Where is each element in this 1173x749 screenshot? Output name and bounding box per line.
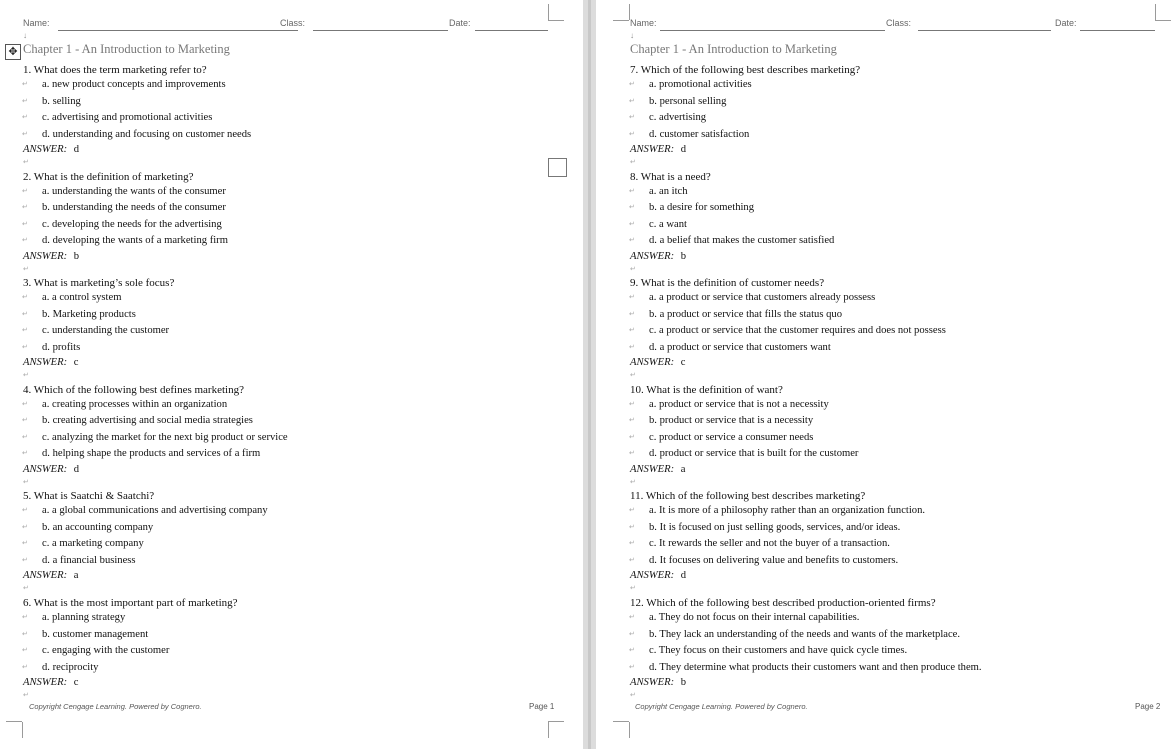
crop-mark bbox=[6, 721, 22, 722]
option-text: d. helping shape the products and services of a firm bbox=[42, 448, 261, 460]
answer-option bbox=[629, 505, 926, 517]
crop-mark bbox=[629, 722, 630, 738]
option-text: b. customer management bbox=[42, 628, 149, 640]
tab-mark-icon: ↵ bbox=[22, 399, 28, 408]
option-text: c. a marketing company bbox=[42, 538, 144, 550]
question-text: 6. What is the most important part of marketing? bbox=[23, 597, 238, 609]
option-text: c. It rewards the seller and not the buyer of a transaction. bbox=[649, 538, 890, 550]
tab-mark-icon: ↵ bbox=[629, 522, 635, 531]
answer-label: ANSWER: bbox=[630, 463, 675, 475]
option-text: b. a product or service that fills the status quo bbox=[649, 308, 842, 320]
tab-mark-icon: ↵ bbox=[22, 186, 28, 195]
answer-option bbox=[629, 415, 814, 427]
option-text: a. They do not focus on their internal capabilities. bbox=[649, 612, 860, 623]
answer-option bbox=[629, 202, 755, 214]
option-text: a. It is more of a philosophy rather than an organization function. bbox=[649, 505, 926, 517]
answer-option bbox=[629, 398, 829, 410]
answer-option bbox=[629, 645, 908, 656]
option-text: b. creating advertising and social media strategies bbox=[42, 415, 253, 427]
tab-mark-icon: ↵ bbox=[629, 629, 635, 638]
answer-option bbox=[22, 292, 122, 304]
answer-option bbox=[22, 235, 228, 247]
answer-line bbox=[23, 677, 79, 688]
answer-option bbox=[629, 341, 831, 353]
tab-mark-icon: ↵ bbox=[629, 399, 635, 408]
tab-mark-icon: ↵ bbox=[629, 186, 635, 195]
tab-mark-icon: ↵ bbox=[22, 646, 28, 654]
answer-value: b bbox=[680, 677, 687, 688]
tab-mark-icon: ↵ bbox=[629, 129, 635, 138]
option-text: d. reciprocity bbox=[42, 661, 99, 673]
option-text: b. It is focused on just selling goods, services, and/or ideas. bbox=[649, 521, 901, 533]
tab-mark-icon: ↵ bbox=[629, 613, 635, 621]
answer-option bbox=[22, 628, 149, 640]
answer-value: b bbox=[73, 250, 80, 262]
tab-mark-icon: ↵ bbox=[629, 113, 635, 121]
class-label: Class: bbox=[280, 18, 306, 28]
answer-option bbox=[22, 95, 81, 107]
question-text: 7. Which of the following best describes marketing? bbox=[630, 64, 861, 76]
answer-option bbox=[629, 448, 859, 460]
tab-mark-icon: ↵ bbox=[22, 662, 28, 671]
answer-label: ANSWER: bbox=[23, 357, 68, 369]
answer-value: a bbox=[680, 463, 686, 475]
answer-option bbox=[629, 308, 842, 320]
option-text: b. an accounting company bbox=[42, 521, 154, 533]
option-text: d. It focuses on delivering value and benefits to customers. bbox=[649, 554, 899, 566]
answer-value: a bbox=[73, 570, 79, 582]
tab-mark-icon: ↵ bbox=[629, 416, 635, 425]
tab-mark-icon: ↵ bbox=[22, 629, 28, 638]
answer-option bbox=[629, 292, 876, 304]
page-gutter bbox=[583, 0, 596, 749]
answer-option bbox=[22, 415, 253, 427]
option-text: b. personal selling bbox=[649, 95, 727, 107]
answer-option bbox=[22, 538, 144, 550]
option-text: a. promotional activities bbox=[649, 79, 752, 90]
option-text: a. product or service that is not a necessity bbox=[649, 398, 829, 410]
option-text: b. understanding the needs of the consumer bbox=[42, 202, 226, 214]
date-label: Date: bbox=[449, 18, 471, 28]
tab-mark-icon: ↵ bbox=[629, 219, 635, 228]
answer-option bbox=[22, 521, 154, 533]
question-text: 4. Which of the following best defines marketing? bbox=[23, 383, 244, 396]
answer-option bbox=[22, 185, 226, 197]
option-text: d. a belief that makes the customer satisfied bbox=[649, 235, 835, 247]
answer-option bbox=[629, 661, 982, 673]
answer-option bbox=[22, 218, 222, 230]
tab-mark-icon: ↵ bbox=[22, 129, 28, 138]
option-text: c. a want bbox=[649, 218, 687, 230]
tab-mark-icon: ↵ bbox=[22, 113, 28, 121]
answer-label: ANSWER: bbox=[630, 250, 675, 262]
paragraph-mark-icon: ↵ bbox=[630, 371, 636, 380]
tab-mark-icon: ↵ bbox=[629, 309, 635, 318]
tab-mark-icon: ↵ bbox=[629, 646, 635, 654]
tab-mark-icon: ↵ bbox=[22, 416, 28, 425]
chapter-title: Chapter 1 - An Introduction to Marketing bbox=[23, 42, 230, 56]
tab-mark-icon: ↵ bbox=[629, 293, 635, 302]
question-text: 11. Which of the following best describes marketing? bbox=[630, 490, 866, 503]
tab-mark-icon: ↵ bbox=[22, 342, 28, 351]
answer-line bbox=[23, 464, 79, 475]
option-text: d. They determine what products their customers want and then produce them. bbox=[649, 661, 982, 673]
document-page-1 bbox=[0, 0, 583, 749]
tab-mark-icon: ↵ bbox=[22, 96, 28, 105]
paragraph-mark-icon: ↵ bbox=[23, 158, 29, 166]
tab-mark-icon: ↵ bbox=[629, 80, 635, 88]
option-text: b. selling bbox=[42, 95, 81, 107]
tab-mark-icon: ↵ bbox=[22, 539, 28, 548]
answer-option bbox=[22, 128, 252, 140]
tab-mark-icon: ↵ bbox=[629, 506, 635, 515]
tab-mark-icon: ↵ bbox=[629, 449, 635, 458]
answer-option bbox=[629, 325, 946, 337]
answer-label: ANSWER: bbox=[23, 677, 68, 688]
answer-line bbox=[630, 357, 686, 368]
class-label: Class: bbox=[886, 18, 912, 28]
answer-value: c bbox=[73, 677, 79, 688]
question-text: 5. What is Saatchi & Saatchi? bbox=[23, 490, 155, 503]
option-text: a. new product concepts and improvements bbox=[42, 79, 226, 90]
tab-mark-icon: ↵ bbox=[629, 662, 635, 671]
answer-label: ANSWER: bbox=[23, 570, 68, 582]
paragraph-mark-icon: ↵ bbox=[630, 584, 636, 593]
footer-copyright: Copyright Cengage Learning. Powered by Cognero. bbox=[29, 702, 202, 711]
option-text: d. customer satisfaction bbox=[649, 128, 750, 140]
tab-mark-icon: ↵ bbox=[22, 236, 28, 245]
answer-value: c bbox=[73, 357, 79, 369]
answer-label: ANSWER: bbox=[630, 357, 675, 369]
option-text: a. planning strategy bbox=[42, 612, 126, 623]
answer-label: ANSWER: bbox=[23, 144, 68, 155]
empty-checkbox[interactable] bbox=[548, 158, 567, 177]
paragraph-arrow-icon: ↓ bbox=[630, 31, 634, 40]
option-text: c. engaging with the customer bbox=[42, 645, 170, 656]
footer-copyright: Copyright Cengage Learning. Powered by Cognero. bbox=[635, 702, 808, 711]
paragraph-mark-icon: ↵ bbox=[23, 584, 29, 593]
answer-value: d bbox=[680, 570, 687, 582]
answer-option bbox=[22, 79, 226, 90]
option-text: c. advertising bbox=[649, 112, 707, 123]
tab-mark-icon: ↵ bbox=[22, 219, 28, 228]
answer-option bbox=[629, 128, 750, 140]
name-label: Name: bbox=[630, 18, 657, 28]
answer-option bbox=[22, 645, 170, 656]
name-field-line[interactable] bbox=[58, 30, 298, 31]
answer-label: ANSWER: bbox=[630, 570, 675, 582]
answer-option bbox=[629, 554, 899, 566]
footer-page-number: Page 1 bbox=[529, 702, 555, 711]
answer-value: b bbox=[680, 250, 687, 262]
answer-option bbox=[22, 612, 126, 623]
option-text: a. a global communications and advertising company bbox=[42, 505, 268, 517]
option-text: d. a financial business bbox=[42, 554, 136, 566]
class-field-line[interactable] bbox=[313, 30, 448, 31]
answer-option bbox=[629, 521, 901, 533]
answer-option bbox=[22, 112, 213, 123]
answer-line bbox=[630, 251, 686, 262]
option-text: c. advertising and promotional activities bbox=[42, 112, 213, 123]
answer-line bbox=[630, 677, 686, 688]
option-text: c. product or service a consumer needs bbox=[649, 431, 814, 443]
answer-line bbox=[23, 144, 79, 155]
answer-option bbox=[629, 628, 961, 640]
option-text: c. They focus on their customers and have quick cycle times. bbox=[649, 645, 908, 656]
option-text: a. creating processes within an organization bbox=[42, 398, 228, 410]
answer-option bbox=[22, 661, 99, 673]
date-field-line[interactable] bbox=[1080, 30, 1155, 31]
answer-line bbox=[23, 251, 79, 262]
chapter-title: Chapter 1 - An Introduction to Marketing bbox=[630, 42, 837, 56]
tab-mark-icon: ↵ bbox=[22, 80, 28, 88]
question-text: 3. What is marketing’s sole focus? bbox=[23, 277, 175, 290]
option-text: c. developing the needs for the advertising bbox=[42, 218, 222, 230]
answer-line bbox=[630, 464, 686, 475]
option-text: a. understanding the wants of the consumer bbox=[42, 185, 226, 197]
answer-option bbox=[22, 325, 170, 337]
answer-option bbox=[22, 554, 136, 566]
question-text: 12. Which of the following best described production-oriented firms? bbox=[630, 597, 936, 609]
tab-mark-icon: ↵ bbox=[629, 555, 635, 564]
answer-option bbox=[22, 431, 288, 443]
option-text: c. analyzing the market for the next big product or service bbox=[42, 431, 288, 443]
option-text: c. a product or service that the customer requires and does not possess bbox=[649, 325, 946, 337]
answer-option bbox=[629, 612, 860, 623]
tab-mark-icon: ↵ bbox=[22, 613, 28, 621]
answer-value: c bbox=[680, 357, 686, 369]
tab-mark-icon: ↵ bbox=[22, 326, 28, 335]
table-move-handle-icon[interactable]: ✥ bbox=[5, 44, 21, 60]
option-text: d. a product or service that customers want bbox=[649, 341, 831, 353]
option-text: b. product or service that is a necessity bbox=[649, 415, 814, 427]
paragraph-mark-icon: ↵ bbox=[23, 264, 29, 273]
answer-label: ANSWER: bbox=[630, 144, 675, 155]
answer-label: ANSWER: bbox=[630, 677, 675, 688]
crop-mark bbox=[548, 721, 564, 722]
answer-line bbox=[630, 570, 686, 581]
answer-option bbox=[22, 341, 81, 353]
answer-line bbox=[630, 144, 686, 155]
answer-option bbox=[629, 185, 688, 197]
tab-mark-icon: ↵ bbox=[22, 555, 28, 564]
tab-mark-icon: ↵ bbox=[22, 309, 28, 318]
footer-page-number: Page 2 bbox=[1135, 702, 1161, 711]
tab-mark-icon: ↵ bbox=[22, 506, 28, 515]
option-text: b. Marketing products bbox=[42, 308, 136, 320]
tab-mark-icon: ↵ bbox=[22, 522, 28, 531]
name-label: Name: bbox=[23, 18, 50, 28]
tab-mark-icon: ↵ bbox=[629, 326, 635, 335]
tab-mark-icon: ↵ bbox=[629, 96, 635, 105]
option-text: d. profits bbox=[42, 341, 81, 353]
crop-mark bbox=[613, 20, 629, 21]
option-text: a. an itch bbox=[649, 185, 688, 197]
date-label: Date: bbox=[1055, 18, 1077, 28]
tab-mark-icon: ↵ bbox=[629, 203, 635, 212]
paragraph-mark-icon: ↵ bbox=[630, 158, 636, 166]
question-text: 1. What does the term marketing refer to? bbox=[23, 64, 207, 76]
crop-mark bbox=[548, 722, 549, 738]
answer-option bbox=[629, 112, 707, 123]
question-text: 8. What is a need? bbox=[630, 170, 711, 183]
tab-mark-icon: ↵ bbox=[22, 449, 28, 458]
answer-option bbox=[22, 505, 268, 517]
option-text: a. a product or service that customers already possess bbox=[649, 292, 876, 304]
paragraph-mark-icon: ↵ bbox=[23, 371, 29, 380]
answer-option bbox=[629, 431, 814, 443]
document-page-2 bbox=[596, 0, 1173, 749]
class-field-line[interactable] bbox=[918, 30, 1051, 31]
option-text: b. a desire for something bbox=[649, 202, 755, 214]
answer-value: d bbox=[680, 144, 687, 155]
paragraph-mark-icon: ↵ bbox=[23, 691, 29, 699]
answer-label: ANSWER: bbox=[23, 250, 68, 262]
answer-option bbox=[22, 398, 228, 410]
paragraph-mark-icon: ↵ bbox=[630, 691, 636, 699]
option-text: d. understanding and focusing on customer needs bbox=[42, 128, 252, 140]
answer-option bbox=[22, 448, 261, 460]
tab-mark-icon: ↵ bbox=[22, 432, 28, 441]
paragraph-mark-icon: ↵ bbox=[630, 264, 636, 273]
name-field-line[interactable] bbox=[660, 30, 885, 31]
paragraph-mark-icon: ↵ bbox=[23, 477, 29, 486]
tab-mark-icon: ↵ bbox=[22, 293, 28, 302]
option-text: d. product or service that is built for the customer bbox=[649, 448, 859, 460]
tab-mark-icon: ↵ bbox=[629, 236, 635, 245]
question-text: 10. What is the definition of want? bbox=[630, 383, 783, 396]
crop-mark bbox=[613, 721, 629, 722]
answer-label: ANSWER: bbox=[23, 463, 68, 475]
tab-mark-icon: ↵ bbox=[629, 539, 635, 548]
answer-option bbox=[22, 202, 226, 214]
option-text: c. understanding the customer bbox=[42, 325, 170, 337]
option-text: d. developing the wants of a marketing firm bbox=[42, 235, 228, 247]
answer-option bbox=[629, 538, 890, 550]
tab-mark-icon: ↵ bbox=[629, 432, 635, 441]
question-text: 9. What is the definition of customer needs? bbox=[630, 277, 825, 290]
tab-mark-icon: ↵ bbox=[629, 342, 635, 351]
answer-value: d bbox=[73, 463, 80, 475]
answer-option bbox=[629, 95, 727, 107]
paragraph-arrow-icon: ↓ bbox=[23, 31, 27, 40]
tab-mark-icon: ↵ bbox=[22, 203, 28, 212]
option-text: a. a control system bbox=[42, 292, 122, 304]
paragraph-mark-icon: ↵ bbox=[630, 477, 636, 486]
question-text: 2. What is the definition of marketing? bbox=[23, 170, 194, 183]
answer-option bbox=[629, 235, 835, 247]
answer-line bbox=[23, 357, 79, 368]
answer-option bbox=[22, 308, 136, 320]
answer-value: d bbox=[73, 144, 80, 155]
answer-option bbox=[629, 218, 687, 230]
option-text: b. They lack an understanding of the needs and wants of the marketplace. bbox=[649, 628, 961, 640]
crop-mark bbox=[22, 722, 23, 738]
answer-option bbox=[629, 79, 752, 90]
page-header bbox=[23, 18, 553, 32]
date-field-line[interactable] bbox=[475, 30, 548, 31]
page-header bbox=[630, 18, 1160, 32]
answer-line bbox=[23, 570, 79, 581]
